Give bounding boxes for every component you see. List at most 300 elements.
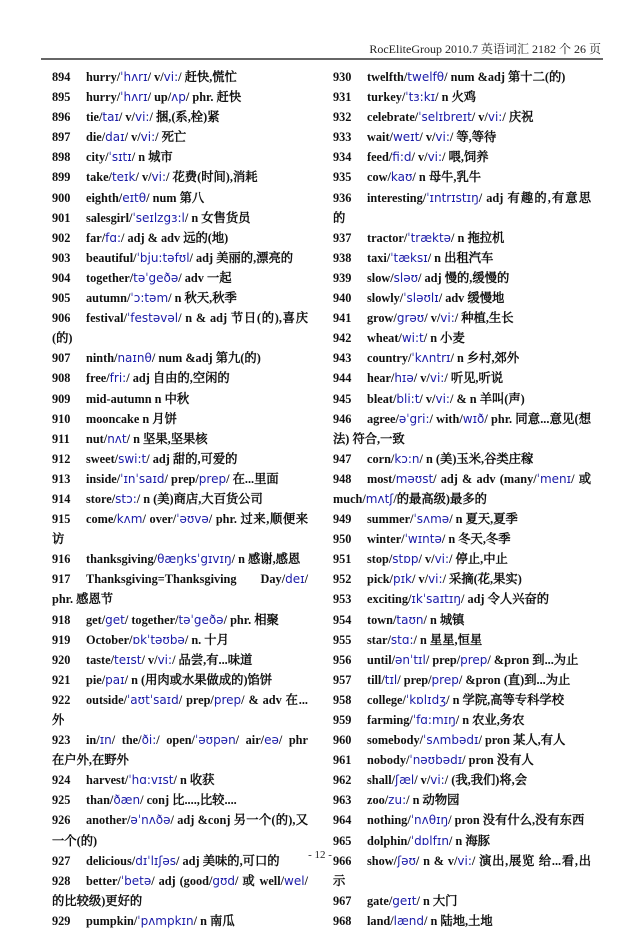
entry-number: 901 (52, 210, 71, 225)
entry-text: / phr 在户外,在野外 (52, 733, 308, 768)
entry-text: eighth/ (86, 190, 123, 205)
entry-text: take/ (86, 170, 112, 185)
entry-number: 904 (52, 270, 71, 285)
entry-text: exciting/ (367, 592, 412, 607)
vocab-entry (333, 529, 591, 549)
entry-text: / 或 well/ (235, 873, 285, 888)
phonetic-transcription: ˈhʌrɪ (120, 90, 148, 105)
phonetic-transcription: zu: (388, 793, 407, 808)
entry-text: / together/ (124, 612, 179, 627)
entry-number: 926 (52, 813, 71, 828)
phonetic-transcription: mʌtʃ (365, 491, 394, 506)
vocab-entry (52, 67, 308, 87)
phonetic-transcription: prep (198, 471, 227, 486)
entry-text: outside/ (86, 692, 127, 707)
entry-text: / n 星星,恒星 (413, 632, 483, 647)
entry-number: 957 (333, 672, 352, 687)
vocab-entry (333, 710, 591, 730)
phonetic-transcription: paɪ (105, 672, 125, 687)
entry-text: slow/ (367, 270, 394, 285)
vocab-column-left (52, 67, 308, 931)
entry-number: 952 (333, 572, 352, 587)
entry-text: mooncake n 月饼 (86, 411, 177, 426)
entry-text: / n 女售货员 (184, 210, 251, 225)
entry-text: feed/ (367, 150, 393, 165)
entry-text: corn/ (367, 451, 395, 466)
entry-text: together/ (86, 270, 134, 285)
phonetic-transcription: prep (460, 652, 488, 667)
entry-text: / prep/ (164, 471, 199, 486)
entry-text: / num &adj 第十二(的) (444, 70, 566, 84)
entry-text: / adj 自由的,空闲的 (126, 371, 230, 386)
entry-text: / up/ (147, 90, 172, 105)
vocab-entry (52, 569, 308, 609)
phonetic-transcription: vi: (435, 391, 450, 406)
vocab-entry (333, 810, 591, 830)
vocab-entry (333, 268, 591, 288)
entry-text: nut/ (86, 431, 108, 446)
entry-number: 937 (333, 230, 352, 245)
entry-text: festival/ (86, 311, 127, 326)
vocab-entry (52, 790, 308, 810)
entry-text: / n 小麦 (423, 331, 465, 346)
phonetic-transcription: twelfθ (407, 70, 445, 84)
entry-text: / 采摘(花,果实) (442, 572, 522, 587)
vocab-entry (52, 268, 308, 288)
entry-text: somebody/ (367, 733, 424, 748)
vocab-entry (52, 730, 308, 770)
phonetic-transcription: prep (213, 692, 242, 707)
entry-text: nothing/ (367, 813, 411, 828)
entry-text: / n 夏天,夏季 (449, 512, 518, 527)
entry-text: / prep/ (397, 672, 432, 687)
entry-text: / num &adj 第九(的) (151, 351, 261, 366)
entry-text: get/ (86, 612, 106, 627)
entry-text: / v/ (147, 70, 164, 84)
entry-number: 934 (333, 150, 352, 165)
entry-number: 960 (333, 733, 352, 748)
entry-text: / v/ (413, 371, 430, 386)
entry-text: town/ (367, 612, 397, 627)
entry-text: / n 火鸡 (435, 90, 477, 105)
entry-text: hurry/ (86, 70, 121, 84)
entry-text: / 或 much/ (333, 471, 591, 506)
entry-text: / adj & adv (many/ (433, 471, 537, 486)
entry-text: / n 学院,高等专科学校 (446, 692, 564, 707)
vocab-entry (333, 107, 591, 127)
entry-text: harvest/ (86, 773, 129, 788)
phonetic-transcription: ˈbetə (120, 873, 152, 888)
phonetic-transcription: ˈkʌntrɪ (411, 351, 451, 366)
entry-number: 953 (333, 592, 352, 607)
entry-text: / adj (good/ (151, 873, 213, 888)
phonetic-transcription: fɑ: (105, 230, 122, 245)
vocab-entry (52, 610, 308, 630)
phonetic-transcription: vi: (434, 552, 450, 567)
phonetic-transcription: weɪt (392, 130, 420, 145)
entry-text: / v/ (135, 170, 152, 185)
entry-number: 932 (333, 110, 352, 125)
vocab-entry (333, 409, 591, 449)
vocab-entry (333, 670, 591, 690)
entry-text: / 种植,生长 (454, 311, 514, 326)
entry-text: Thanksgiving=Thanksgiving Day/ (86, 572, 286, 587)
phonetic-transcription: ˈhɑ:vɪst (128, 773, 174, 788)
entry-text: / v/ (471, 110, 488, 125)
entry-text: tie/ (86, 110, 103, 125)
entry-text: wheat/ (367, 331, 402, 346)
entry-text: / 赶快,慌忙 (178, 70, 237, 84)
entry-text: / &pron 到...为止 (487, 652, 579, 667)
entry-text: / phr. 过来,顺便来访 (52, 512, 308, 547)
phonetic-transcription: nʌt (107, 431, 127, 446)
entry-number: 961 (333, 753, 352, 768)
phonetic-transcription: stɒp (392, 552, 419, 567)
phonetic-transcription: gʊd (212, 873, 236, 888)
phonetic-transcription: teɪst (114, 652, 142, 667)
header-divider (41, 58, 603, 60)
vocab-entry (333, 368, 591, 388)
entry-number: 914 (52, 491, 71, 506)
entry-text: / open/ (156, 733, 195, 748)
phonetic-transcription: swi:t (118, 451, 147, 466)
entry-text: / num 第八 (146, 190, 205, 205)
entry-text: / n 海豚 (448, 833, 490, 848)
phonetic-transcription: wel (284, 873, 305, 888)
phonetic-transcription: stɑ: (390, 632, 414, 647)
entry-number: 940 (333, 291, 352, 306)
entry-text: / n 冬天,冬季 (441, 532, 511, 547)
phonetic-transcription: ði: (141, 733, 157, 748)
vocab-entry (52, 670, 308, 690)
phonetic-transcription: ˈsʌmbədɪ (423, 733, 479, 748)
phonetic-transcription: ˈɪntrɪstɪŋ (426, 190, 479, 205)
entry-number: 943 (333, 351, 352, 366)
entry-text: / over/ (142, 512, 177, 527)
entry-text: until/ (367, 652, 396, 667)
vocab-entry (333, 690, 591, 710)
phonetic-transcription: ˈselɪbreɪt (418, 110, 472, 125)
vocab-entry (52, 810, 308, 850)
entry-number: 959 (333, 713, 352, 727)
vocab-entry (333, 127, 591, 147)
vocab-entry (52, 650, 308, 670)
phonetic-transcription: ˈhʌrɪ (120, 70, 148, 84)
entry-text: / v/ (124, 130, 141, 145)
entry-text: / v/ (118, 110, 135, 125)
entry-text: free/ (86, 371, 110, 386)
phonetic-transcription: vi: (427, 150, 443, 165)
entry-text: agree/ (367, 411, 399, 426)
entry-number: 918 (52, 612, 71, 627)
vocab-entry (333, 750, 591, 770)
entry-text: / adj & adv 远的(地) (121, 230, 229, 245)
entry-text: summer/ (367, 512, 414, 527)
phonetic-transcription: təˈgeðə (178, 612, 224, 627)
phonetic-transcription: vi: (440, 311, 455, 326)
vocab-entry (52, 127, 308, 147)
entry-number: 912 (52, 451, 71, 466)
entry-text: most/ (367, 471, 396, 486)
entry-text: bleat/ (367, 391, 397, 406)
vocab-entry (333, 308, 591, 328)
vocab-column-right (333, 67, 591, 931)
vocab-entry (52, 770, 308, 790)
vocab-entry (333, 167, 591, 187)
phonetic-transcription: ɪn (99, 733, 112, 748)
entry-text: / adj 慢的,缓慢的 (418, 270, 510, 285)
entry-text: / n 拖拉机 (451, 230, 505, 245)
entry-text: zoo/ (367, 793, 389, 808)
phonetic-transcription: ˈnʌθɪŋ (410, 813, 449, 828)
vocab-entry (52, 107, 308, 127)
entry-text: / n & adj 节日(的),喜庆(的) (52, 311, 308, 346)
entry-text: beautiful/ (86, 250, 137, 265)
entry-number: 935 (333, 170, 352, 185)
entry-number: 908 (52, 371, 71, 386)
entry-text: / v/ (418, 552, 435, 567)
entry-number: 948 (333, 471, 352, 486)
entry-number: 965 (333, 833, 352, 848)
vocab-entry (52, 630, 308, 650)
phonetic-transcription: ˈtɜ:kɪ (405, 90, 436, 105)
entry-text: in/ (86, 733, 100, 748)
phonetic-transcription: kʌm (116, 512, 143, 527)
phonetic-transcription: vi: (140, 130, 156, 145)
entry-number: 963 (333, 793, 352, 808)
phonetic-transcription: taɪ (102, 110, 119, 125)
vocab-entry (333, 911, 591, 931)
entry-number: 920 (52, 652, 71, 667)
vocab-entry (52, 429, 308, 449)
entry-number: 945 (333, 391, 352, 406)
entry-number: 950 (333, 532, 352, 547)
entry-text: / (我,我们)将,会 (444, 773, 528, 788)
entry-text: another/ (86, 813, 131, 828)
entry-text: / 演出,展览 给...看,出示 (333, 853, 591, 888)
vocab-entry (52, 228, 308, 248)
phonetic-transcription: əˈgri: (398, 411, 430, 426)
vocab-entry (52, 87, 308, 107)
phonetic-transcription: daɪ (105, 130, 125, 145)
entry-text: / n (美)玉米,谷类庄稼 (419, 451, 534, 466)
phonetic-transcription: vi: (429, 371, 445, 386)
phonetic-transcription: ˈmenɪ (536, 471, 572, 486)
entry-text: cow/ (367, 170, 391, 185)
phonetic-transcription: ˈpʌmpkɪn (137, 913, 194, 928)
entry-number: 915 (52, 512, 71, 527)
entry-text: city/ (86, 150, 109, 165)
phonetic-transcription: vi: (430, 773, 445, 788)
entry-text: / air/ (235, 733, 265, 748)
entry-text: / & n 羊叫(声) (449, 391, 525, 406)
entry-number: 968 (333, 913, 352, 928)
vocab-entry (52, 449, 308, 469)
entry-text: better/ (86, 873, 121, 888)
entry-text: / adj 美味的,可口的 (176, 853, 280, 868)
vocab-entry (52, 549, 308, 569)
vocab-entry (333, 730, 591, 750)
phonetic-transcription: ˈsɪtɪ (108, 150, 132, 165)
entry-number: 939 (333, 270, 352, 285)
entry-text: / conj 比....,比较.... (140, 793, 237, 808)
phonetic-transcription: ˈɪnˈsaɪd (120, 471, 165, 486)
entry-text: / n 坚果,坚果核 (126, 431, 208, 446)
entry-number: 956 (333, 652, 352, 667)
entry-text: taste/ (86, 652, 114, 667)
vocab-entry (333, 469, 591, 509)
entry-text: / 花费(时间),消耗 (166, 170, 258, 185)
vocab-entry (333, 650, 591, 670)
phonetic-transcription: wɪð (462, 411, 485, 426)
entry-number: 921 (52, 672, 71, 687)
entry-text: sweet/ (86, 451, 119, 466)
entry-text: / n. 十月 (184, 632, 229, 647)
entry-number: 922 (52, 692, 71, 707)
vocab-entry (333, 831, 591, 851)
entry-text: star/ (367, 632, 391, 647)
phonetic-transcription: eə (264, 733, 279, 748)
entry-text: / n 城镇 (423, 612, 465, 627)
phonetic-transcription: ˈaʊtˈsaɪd (127, 692, 179, 707)
entry-text: / & adv 在...外 (52, 692, 308, 727)
entry-text: / v/ (412, 572, 429, 587)
entry-text: / n 城市 (131, 150, 173, 165)
entry-text: / n 母牛,乳牛 (412, 170, 482, 185)
entry-number: 928 (52, 873, 71, 888)
entry-text: / n 南瓜 (193, 913, 235, 928)
entry-number: 903 (52, 250, 71, 265)
entry-text: / pron 没有什么,没有东西 (448, 813, 585, 828)
entry-text: / 等,等待 (449, 130, 497, 145)
entry-text: / n 感谢,感恩 (231, 552, 301, 567)
entry-text: college/ (367, 692, 406, 707)
entry-text: / with/ (429, 411, 463, 426)
entry-text: / v/ (411, 150, 428, 165)
phonetic-transcription: ˈkɒlɪdʒ (405, 692, 447, 707)
entry-number: 916 (52, 552, 71, 567)
vocab-entry (333, 509, 591, 529)
phonetic-transcription: ˈsʌmə (413, 512, 450, 527)
entry-text: / n 乡村,郊外 (450, 351, 520, 366)
entry-text: / 停止,中止 (449, 552, 508, 567)
entry-text: / &pron (直)到...为止 (458, 672, 571, 687)
entry-number: 919 (52, 632, 71, 647)
entry-text: / 听见,听说 (444, 371, 504, 386)
phonetic-transcription: hɪə (394, 371, 414, 386)
entry-text: / v/ (419, 130, 436, 145)
vocab-entry (52, 188, 308, 208)
entry-text: come/ (86, 512, 117, 527)
vocab-entry (52, 248, 308, 268)
entry-number: 944 (333, 371, 352, 386)
vocab-entry (333, 770, 591, 790)
entry-text: / phr. 感恩节 (52, 572, 308, 607)
entry-text: shall/ (367, 773, 396, 788)
phonetic-transcription: əˈnʌðə (130, 813, 171, 828)
entry-text: / n 农业,务农 (455, 713, 525, 727)
entry-text: farming/ (367, 713, 413, 727)
entry-number: 946 (333, 411, 352, 426)
phonetic-transcription: fi:d (392, 150, 412, 165)
entry-number: 923 (52, 733, 71, 748)
phonetic-transcription: ˈɔ:təm (130, 291, 169, 306)
entry-number: 951 (333, 552, 352, 567)
entry-text: inside/ (86, 471, 121, 486)
phonetic-transcription: fri: (109, 371, 127, 386)
phonetic-transcription: təˈgeðə (133, 270, 179, 285)
vocab-entry (333, 891, 591, 911)
entry-text: / 喂,饲养 (442, 150, 489, 165)
phonetic-transcription: lænd (393, 913, 425, 928)
entry-number: 938 (333, 250, 352, 265)
entry-number: 913 (52, 471, 71, 486)
entry-number: 909 (52, 391, 71, 406)
vocab-entry (52, 167, 308, 187)
vocab-entry (52, 911, 308, 931)
phonetic-transcription: dɪˈlɪʃəs (135, 853, 177, 868)
vocab-entry (52, 288, 308, 308)
entry-text: /的最高级)最多的 (393, 491, 487, 506)
entry-number: 941 (333, 311, 352, 326)
phonetic-transcription: ˈnəʊbədɪ (409, 753, 463, 768)
page-number: - 12 - (308, 849, 332, 861)
phonetic-transcription: ˈdɒlfɪn (410, 833, 449, 848)
entry-text: pumpkin/ (86, 913, 138, 928)
entry-text: dolphin/ (367, 833, 411, 848)
vocab-entry (52, 308, 308, 348)
phonetic-transcription: ənˈtɪl (395, 652, 426, 667)
vocab-entry (52, 147, 308, 167)
vocab-entry (52, 871, 308, 911)
vocab-entry (333, 228, 591, 248)
phonetic-transcription: vi: (487, 110, 503, 125)
entry-text: / n & v/ (415, 853, 458, 868)
entry-number: 949 (333, 512, 352, 527)
phonetic-transcription: vi: (428, 572, 443, 587)
entry-text: far/ (86, 230, 106, 245)
phonetic-transcription: pɪk (392, 572, 413, 587)
entry-number: 898 (52, 150, 71, 165)
page-header: RocEliteGroup 2010.7 英语词汇 2182 个 26 页 (369, 42, 601, 56)
entry-number: 917 (52, 572, 71, 587)
entry-text: / n (用肉或水果做成的)馅饼 (124, 672, 273, 687)
vocab-entry (333, 630, 591, 650)
entry-text: hear/ (367, 371, 395, 386)
entry-number: 954 (333, 612, 352, 627)
entry-number: 966 (333, 853, 352, 868)
entry-text: gate/ (367, 893, 393, 908)
entry-text: / pron 没有人 (462, 753, 534, 768)
entry-number: 900 (52, 190, 71, 205)
entry-text: / adj 美丽的,漂亮的 (189, 250, 294, 265)
vocab-entry (333, 67, 591, 87)
phonetic-transcription: taʊn (396, 612, 424, 627)
entry-text: / n 动物园 (406, 793, 460, 808)
entry-text: mid-autumn n 中秋 (86, 391, 190, 406)
phonetic-transcription: ˈwɪntə (404, 532, 442, 547)
entry-text: store/ (86, 491, 116, 506)
entry-number: 947 (333, 451, 352, 466)
entry-number: 929 (52, 913, 71, 928)
entry-number: 906 (52, 311, 71, 326)
entry-number: 927 (52, 853, 71, 868)
phonetic-transcription: naɪnθ (117, 351, 152, 366)
entry-text: grow/ (367, 311, 397, 326)
phonetic-transcription: sləʊ (393, 270, 419, 285)
entry-number: 910 (52, 411, 71, 426)
vocab-entry (52, 489, 308, 509)
